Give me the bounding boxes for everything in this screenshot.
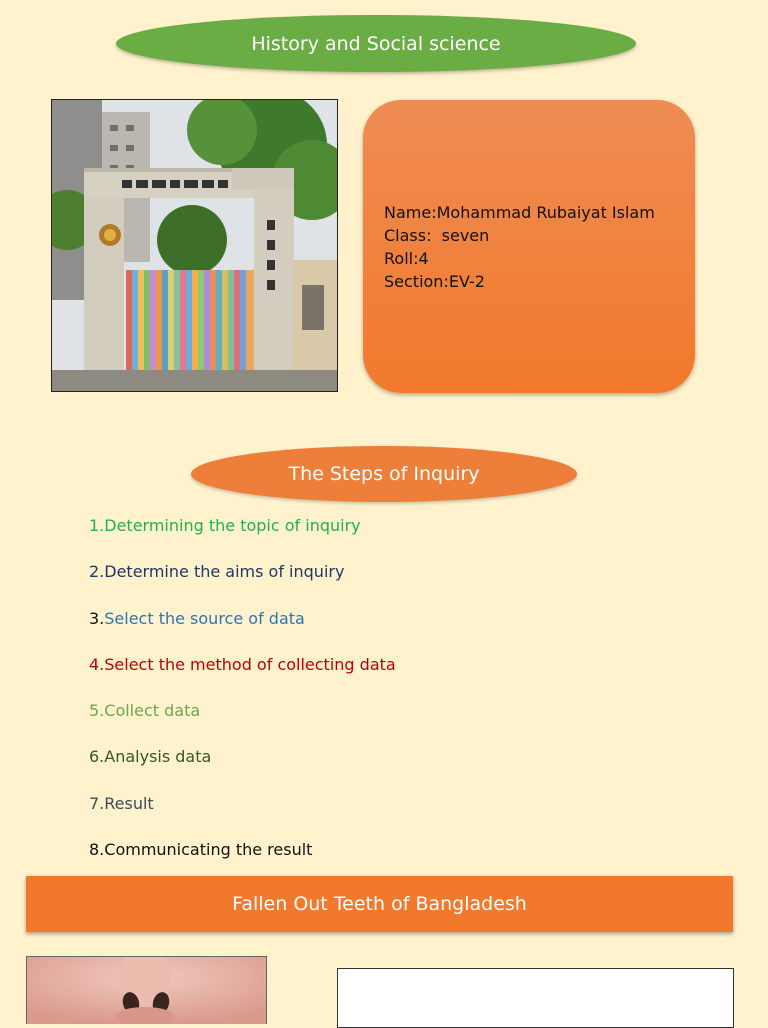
step-number: 4.	[89, 654, 105, 674]
list-item	[89, 560, 396, 606]
face-illustration	[27, 957, 266, 1024]
page-title: History and Social science	[251, 32, 501, 55]
step-number: 5.	[89, 701, 105, 721]
step-number: 7.	[89, 793, 105, 813]
step-text: Communicating the result	[104, 840, 313, 860]
school-gate-photo	[51, 99, 338, 392]
student-class: Class: seven	[384, 226, 490, 245]
step-text: Select the method of collecting data	[104, 654, 396, 674]
list-item	[89, 699, 396, 745]
inquiry-steps-list	[89, 514, 396, 884]
step-number: 3.	[89, 608, 105, 628]
steps-heading: The Steps of Inquiry	[288, 463, 480, 485]
step-number: 8.	[89, 840, 105, 860]
list-item	[89, 607, 396, 653]
list-item	[89, 745, 396, 791]
student-section: Section:EV-2	[384, 272, 485, 291]
teeth-photo	[26, 956, 267, 1024]
list-item	[89, 514, 396, 560]
step-text: Select the source of data	[104, 608, 305, 628]
step-text: Determining the topic of inquiry	[104, 516, 361, 535]
list-item	[89, 792, 396, 838]
step-text: Determine the aims of inquiry	[104, 562, 345, 582]
list-item	[89, 653, 396, 699]
student-info-card	[363, 100, 695, 393]
step-number: 2.	[89, 562, 105, 582]
banner-title: Fallen Out Teeth of Bangladesh	[232, 893, 527, 915]
empty-textbox	[337, 968, 734, 1028]
student-name: Name:Mohammad Rubaiyat Islam	[384, 203, 655, 222]
step-text: Collect data	[104, 701, 201, 721]
school-gate-illustration	[52, 100, 337, 391]
step-text: Analysis data	[104, 747, 212, 767]
steps-heading-ellipse	[191, 446, 577, 502]
student-roll: Roll:4	[384, 249, 429, 268]
step-number: 6.	[89, 747, 105, 767]
step-text: Result	[104, 793, 154, 813]
title-ellipse	[116, 15, 636, 72]
step-number: 1.	[89, 516, 105, 535]
section-banner	[26, 876, 733, 932]
